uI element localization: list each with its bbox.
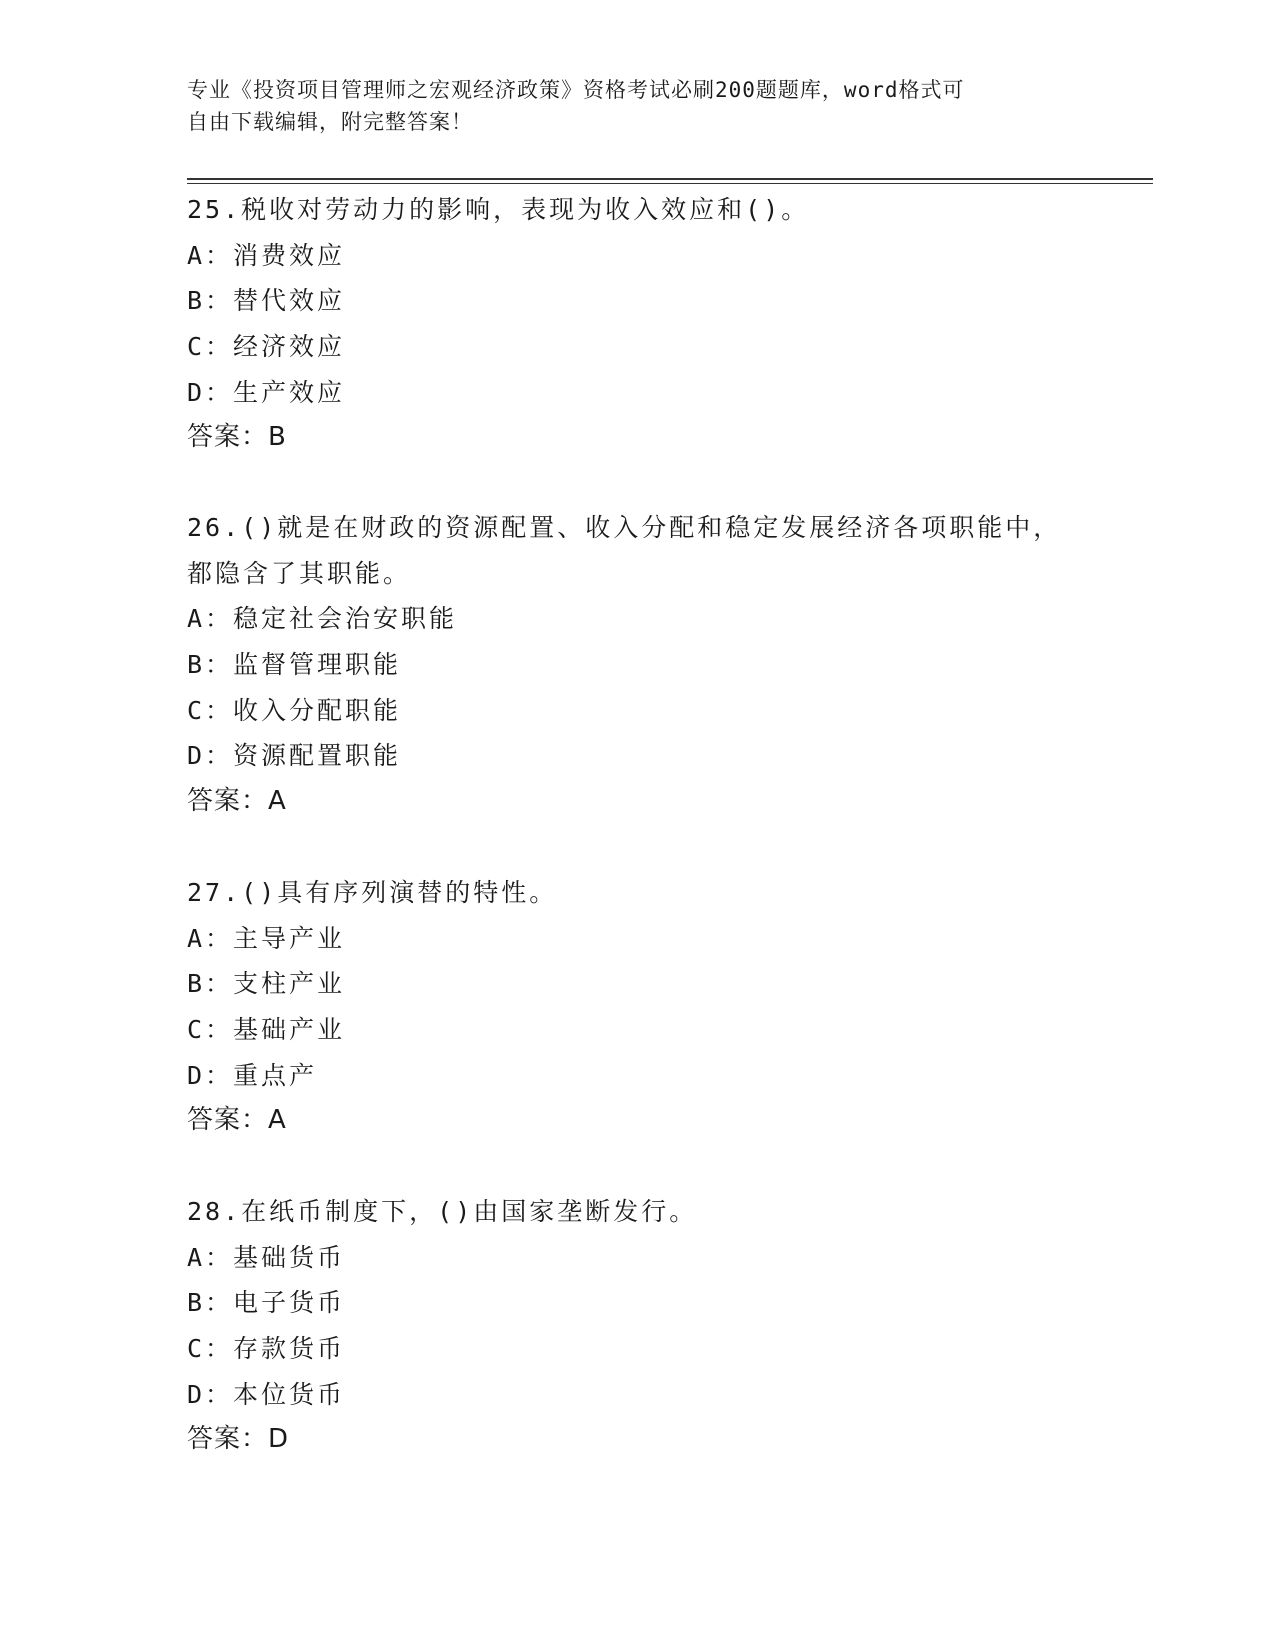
option-c: C：收入分配职能	[187, 695, 402, 725]
header-divider-thick	[187, 178, 1153, 180]
option-d: D：重点产	[187, 1060, 318, 1090]
header-line-2: 自由下载编辑，附完整答案！	[187, 110, 473, 134]
option-a: A：消费效应	[187, 240, 346, 270]
question-stem: 25.税收对劳动力的影响，表现为收入效应和()。	[187, 195, 810, 224]
document-header	[187, 74, 1067, 138]
option-a: A：稳定社会治安职能	[187, 604, 458, 634]
option-c: C：基础产业	[187, 1015, 346, 1045]
option-b: B：支柱产业	[187, 969, 346, 999]
question-28	[187, 1189, 1067, 1463]
option-d: D：资源配置职能	[187, 741, 402, 771]
option-c: C：存款货币	[187, 1334, 346, 1364]
option-b: B：监督管理职能	[187, 650, 402, 680]
option-d: D：生产效应	[187, 377, 346, 407]
option-b: B：电子货币	[187, 1288, 346, 1318]
question-stem: 26.()就是在财政的资源配置、收入分配和稳定发展经济各项职能中，	[187, 513, 1062, 542]
option-b: B：替代效应	[187, 286, 346, 316]
answer-key: 答案：D	[187, 1424, 290, 1455]
option-a: A：主导产业	[187, 923, 346, 953]
option-a: A：基础货币	[187, 1242, 346, 1272]
question-stem-continued: 都隐含了其职能。	[187, 558, 412, 588]
header-line-1: 专业《投资项目管理师之宏观经济政策》资格考试必刷200题题库，word格式可	[187, 78, 965, 102]
answer-key: 答案：A	[187, 1105, 287, 1136]
question-stem: 28.在纸币制度下，()由国家垄断发行。	[187, 1197, 698, 1226]
header-divider-thin	[187, 183, 1153, 184]
question-stem: 27.()具有序列演替的特性。	[187, 878, 558, 907]
option-c: C：经济效应	[187, 332, 346, 362]
option-d: D：本位货币	[187, 1379, 346, 1409]
answer-key: 答案：B	[187, 422, 287, 453]
answer-key: 答案：A	[187, 786, 287, 817]
question-27	[187, 870, 1067, 1144]
question-26	[187, 505, 1067, 825]
question-25	[187, 187, 1067, 461]
